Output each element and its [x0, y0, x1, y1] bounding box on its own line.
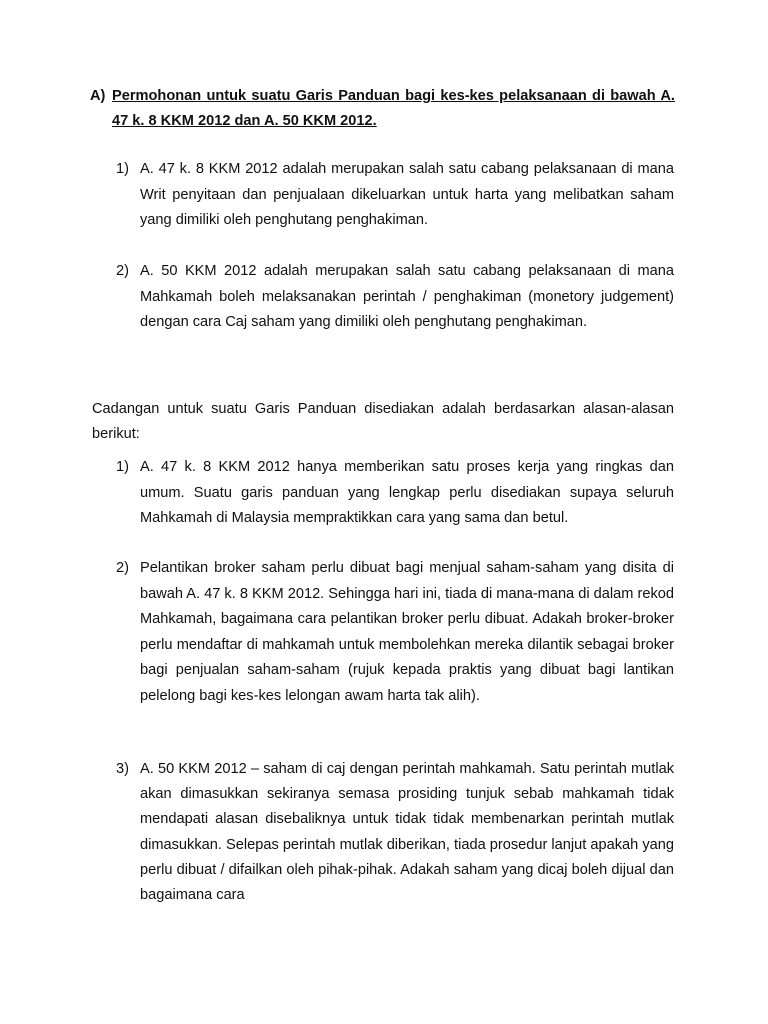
section-heading [90, 84, 675, 134]
list-item-number: 2) [116, 560, 129, 576]
list-item [116, 757, 674, 908]
list-item [116, 556, 674, 710]
list-item-number: 2) [116, 263, 129, 279]
list-item-number: 3) [116, 761, 129, 777]
list-item-number: 1) [116, 161, 129, 177]
list-item [116, 455, 674, 532]
section-marker: A) [90, 88, 106, 104]
section-title: Permohonan untuk suatu Garis Panduan bagi kes-kes pelaksanaan di bawah A. 47 k. 8 KKM 2012 dan A. 50 KKM 2012. [112, 88, 675, 129]
list-item-text: A. 50 KKM 2012 adalah merupakan salah satu cabang pelaksanaan di mana Mahkamah boleh melaksanakan perintah / penghakiman (monetory judgement) dengan cara Caj saham yang dimiliki oleh penghutang penghakiman. [140, 263, 674, 331]
list-item-text: Pelantikan broker saham perlu dibuat bagi menjual saham-saham yang disita di bawah A. 47 k. 8 KKM 2012. Sehingga hari ini, tiada di mana-mana di dalam rekod Mahkamah, bagaimana cara pelantikan broker perlu dibuat. Adakah broker-broker perlu mendaftar di mahkamah untuk membolehkan mereka dilantik sebagai broker bagi penjualan saham-saham (rujuk kepada praktis yang dibuat bagi lantikan pelelong bagi kes-kes lelongan awam harta tak alih). [140, 560, 674, 704]
list-item-text: A. 47 k. 8 KKM 2012 adalah merupakan salah satu cabang pelaksanaan di mana Writ penyitaan dan penjualaan dikeluarkan untuk harta yang melibatkan saham yang dimiliki oleh penghutang penghakiman. [140, 161, 674, 229]
list-item-number: 1) [116, 459, 129, 475]
list-item-text: A. 50 KKM 2012 – saham di caj dengan perintah mahkamah. Satu perintah mutlak akan dimasukkan sekiranya semasa prosiding tunjuk sebab mahkamah tidak mendapati alasan disebaliknya untuk tidak tidak membenarkan perintah mutlak dimasukkan. Selepas perintah mutlak diberikan, tiada prosedur lanjut apakah yang perlu dibuat / difailkan oleh pihak-pihak. Adakah saham yang dicaj boleh dijual dan bagaimana cara [140, 761, 674, 904]
list-item [116, 157, 674, 234]
list-item [116, 259, 674, 336]
intro-paragraph: Cadangan untuk suatu Garis Panduan disediakan adalah berdasarkan alasan-alasan berikut: [92, 401, 674, 442]
list-item-text: A. 47 k. 8 KKM 2012 hanya memberikan satu proses kerja yang ringkas dan umum. Suatu garis panduan yang lengkap perlu disediakan supaya seluruh Mahkamah di Malaysia mempraktikkan cara yang sama dan betul. [140, 459, 674, 527]
